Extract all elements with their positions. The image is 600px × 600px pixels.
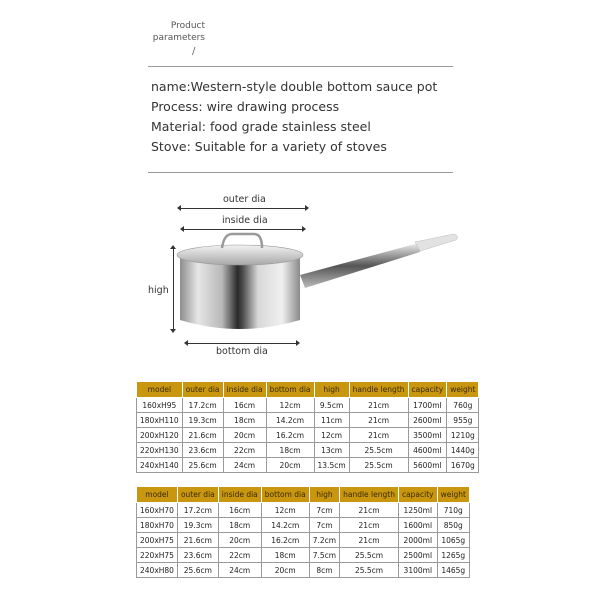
spec-table-1 (136, 381, 479, 473)
table-cell: 13.5cm (314, 458, 349, 473)
product-name: name:Western-style double bottom sauce pot (151, 79, 438, 94)
table-cell: 19.3cm (177, 518, 218, 533)
table-row (137, 518, 470, 533)
table-cell: 1250ml (398, 503, 437, 518)
table-cell: 2500ml (398, 548, 437, 563)
table-cell: 21cm (340, 518, 399, 533)
table-cell: 850g (437, 518, 469, 533)
sauce-pot-image (170, 230, 460, 342)
title-slash: / (192, 46, 196, 57)
table-cell: 25.6cm (177, 563, 218, 578)
table-cell: 21cm (349, 413, 408, 428)
table-cell: 160xH70 (137, 503, 178, 518)
table-cell: 240xH80 (137, 563, 178, 578)
table-body (137, 398, 479, 473)
table-cell: 16.2cm (266, 428, 314, 443)
col-outer-dia: outer dia (182, 382, 223, 398)
table-body (137, 503, 470, 578)
table-cell: 23.6cm (182, 443, 223, 458)
table-cell: 23.6cm (177, 548, 218, 563)
table-row (137, 443, 479, 458)
table-cell: 760g (447, 398, 479, 413)
table-cell: 16.2cm (261, 533, 309, 548)
table-cell: 180xH70 (137, 518, 178, 533)
spec-table-2 (136, 486, 470, 578)
table-cell: 18cm (223, 413, 266, 428)
high-label: high (148, 285, 169, 296)
table-cell: 12cm (261, 503, 309, 518)
section-title-line2: parameters (152, 33, 205, 43)
table-cell: 3500ml (408, 428, 447, 443)
table-cell: 7.2cm (309, 533, 339, 548)
table-cell: 25.5cm (349, 458, 408, 473)
col-bottom-dia: bottom dia (261, 487, 309, 503)
table-cell: 21.6cm (177, 533, 218, 548)
table-cell: 18cm (266, 443, 314, 458)
table-cell: 160xH95 (137, 398, 183, 413)
table-row (137, 458, 479, 473)
table-cell: 1440g (447, 443, 479, 458)
section-title (150, 20, 205, 44)
table-cell: 1065g (437, 533, 469, 548)
table-cell: 20cm (266, 458, 314, 473)
table-cell: 16cm (223, 398, 266, 413)
table-cell: 2600ml (408, 413, 447, 428)
col-bottom-dia: bottom dia (266, 382, 314, 398)
table-cell: 710g (437, 503, 469, 518)
table-cell: 17.2cm (177, 503, 218, 518)
table-cell: 18cm (261, 548, 309, 563)
table-cell: 1600ml (398, 518, 437, 533)
table-cell: 7cm (309, 518, 339, 533)
table-cell: 220xH130 (137, 443, 183, 458)
bottom-dia-label: bottom dia (216, 346, 268, 357)
table-cell: 1670g (447, 458, 479, 473)
table-cell: 2000ml (398, 533, 437, 548)
col-weight: weight (437, 487, 469, 503)
pot-lid (177, 245, 303, 265)
bottom-dia-arrow (187, 343, 297, 344)
col-capacity: capacity (398, 487, 437, 503)
col-high: high (314, 382, 349, 398)
outer-dia-label: outer dia (223, 194, 266, 205)
table-cell: 1265g (437, 548, 469, 563)
pot-body (180, 257, 300, 329)
table-cell: 21cm (340, 533, 399, 548)
col-handle-length: handle length (349, 382, 408, 398)
col-model: model (137, 487, 178, 503)
table-cell: 20cm (223, 428, 266, 443)
table-cell: 14.2cm (261, 518, 309, 533)
col-handle-length: handle length (340, 487, 399, 503)
col-high: high (309, 487, 339, 503)
handle-grip (415, 234, 458, 251)
table-row (137, 428, 479, 443)
table-cell: 12cm (266, 398, 314, 413)
product-process: Process: wire drawing process (151, 99, 340, 114)
table-cell: 3100ml (398, 563, 437, 578)
table-cell: 21cm (349, 398, 408, 413)
table-cell: 1700ml (408, 398, 447, 413)
table-cell: 21cm (340, 503, 399, 518)
table-cell: 22cm (218, 548, 261, 563)
table-cell: 200xH75 (137, 533, 178, 548)
table-row (137, 548, 470, 563)
table-cell: 22cm (223, 443, 266, 458)
table-row (137, 533, 470, 548)
divider-top (148, 66, 453, 67)
product-material: Material: food grade stainless steel (151, 119, 371, 134)
table-cell: 21cm (349, 428, 408, 443)
section-title-line1: Product (170, 21, 205, 31)
table-cell: 220xH75 (137, 548, 178, 563)
table-cell: 13cm (314, 443, 349, 458)
col-capacity: capacity (408, 382, 447, 398)
table-row (137, 503, 470, 518)
col-weight: weight (447, 382, 479, 398)
col-outer-dia: outer dia (177, 487, 218, 503)
table-cell: 20cm (218, 533, 261, 548)
table-cell: 7cm (309, 503, 339, 518)
table-cell: 16cm (218, 503, 261, 518)
table-row (137, 413, 479, 428)
table-cell: 180xH110 (137, 413, 183, 428)
table-cell: 21.6cm (182, 428, 223, 443)
table-cell: 8cm (309, 563, 339, 578)
table-cell: 1210g (447, 428, 479, 443)
table-cell: 18cm (218, 518, 261, 533)
table-cell: 24cm (218, 563, 261, 578)
product-stove: Stove: Suitable for a variety of stoves (151, 139, 387, 154)
table-cell: 7.5cm (309, 548, 339, 563)
table-cell: 11cm (314, 413, 349, 428)
table-header-row (137, 382, 479, 398)
table-cell: 240xH140 (137, 458, 183, 473)
table-cell: 9.5cm (314, 398, 349, 413)
table-cell: 25.6cm (182, 458, 223, 473)
col-inside-dia: inside dia (218, 487, 261, 503)
product-info (151, 77, 437, 157)
table-cell: 25.5cm (349, 443, 408, 458)
pot-handle (300, 244, 422, 288)
divider-bottom (148, 172, 453, 173)
inside-dia-label: inside dia (222, 215, 268, 226)
table-cell: 14.2cm (266, 413, 314, 428)
table-cell: 25.5cm (340, 563, 399, 578)
table-cell: 17.2cm (182, 398, 223, 413)
table-cell: 4600ml (408, 443, 447, 458)
table-cell: 5600ml (408, 458, 447, 473)
table-cell: 19.3cm (182, 413, 223, 428)
table-cell: 12cm (314, 428, 349, 443)
table-row (137, 398, 479, 413)
table-header-row (137, 487, 470, 503)
table-row (137, 563, 470, 578)
table-cell: 20cm (261, 563, 309, 578)
table-cell: 955g (447, 413, 479, 428)
table-cell: 25.5cm (340, 548, 399, 563)
table-cell: 200xH120 (137, 428, 183, 443)
col-inside-dia: inside dia (223, 382, 266, 398)
table-cell: 24cm (223, 458, 266, 473)
col-model: model (137, 382, 183, 398)
outer-dia-arrow (180, 208, 306, 209)
table-cell: 1465g (437, 563, 469, 578)
